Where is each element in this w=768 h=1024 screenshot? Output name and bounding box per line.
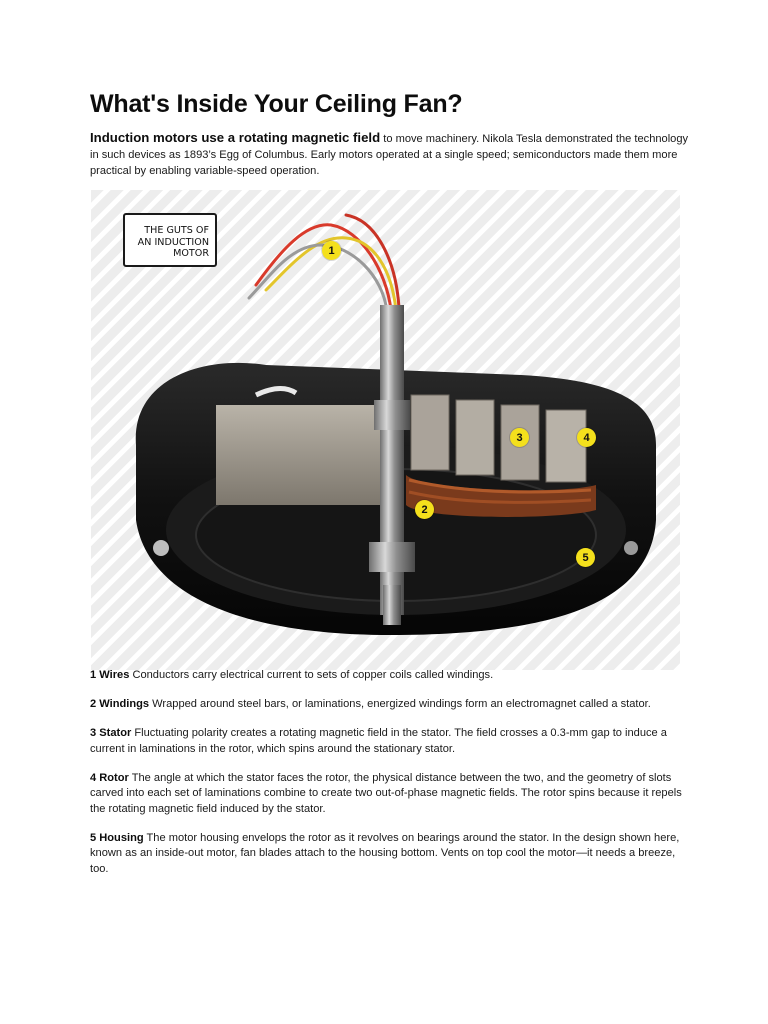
item-heading: 2 Windings bbox=[90, 698, 150, 710]
caption-line: THE GUTS OF bbox=[144, 225, 209, 236]
list-item bbox=[90, 771, 690, 818]
list-item bbox=[90, 831, 690, 878]
wires-illustration bbox=[249, 215, 399, 312]
item-heading: 4 Rotor bbox=[90, 771, 129, 784]
intro-paragraph bbox=[90, 130, 690, 179]
item-text: Fluctuating polarity creates a rotating magnetic field in the stator. The field crosses a 0.3-mm gap to induce a current in laminations in the rotor, which spins around the stationary stator. bbox=[90, 727, 667, 755]
item-heading: 3 Stator bbox=[90, 727, 132, 739]
item-text: Conductors carry electrical current to sets of copper coils called windings. bbox=[129, 669, 494, 681]
item-text: The motor housing envelops the rotor as it revolves on bearings around the stator. In the design shown here, known as an inside-out motor, fan blades attach to the housing bottom. Vents on top cool the motor—it needs a breeze, too. bbox=[90, 831, 680, 875]
parts-list bbox=[90, 668, 690, 891]
figure-caption-box bbox=[123, 213, 217, 267]
caption-line: MOTOR bbox=[173, 248, 209, 259]
list-item bbox=[90, 697, 690, 713]
stator-illustration bbox=[406, 395, 596, 517]
list-item bbox=[90, 668, 690, 684]
rotor-laminations bbox=[216, 405, 386, 505]
callout-5: 5 bbox=[576, 548, 595, 567]
callout-1: 1 bbox=[322, 241, 341, 260]
callout-3: 3 bbox=[510, 428, 529, 447]
item-heading: 1 Wires bbox=[90, 669, 130, 681]
item-text: The angle at which the stator faces the rotor, the physical distance between the two, and the geometry of slots carved into each set of laminations combine to create two out-of-phase magnetic fields. The rotor spins because it repels the rotating magnetic field induced by the stator. bbox=[90, 771, 682, 815]
intro-lead: Induction motors use a rotating magnetic field bbox=[90, 130, 381, 145]
page-title: What's Inside Your Ceiling Fan? bbox=[90, 90, 463, 118]
motor-figure bbox=[91, 190, 680, 670]
item-text: Wrapped around steel bars, or laminations, energized windings form an electromagnet called a stator. bbox=[149, 698, 651, 710]
callout-4: 4 bbox=[577, 428, 596, 447]
caption-line: AN INDUCTION bbox=[137, 236, 209, 248]
list-item bbox=[90, 726, 690, 757]
intro-body: to move machinery. Nikola Tesla demonstrated the technology in such devices as 1893’s Egg of Columbus. Early motors operated at a single speed; semiconductors made them more practical by enabling variable-speed operation. bbox=[90, 133, 689, 177]
callout-2: 2 bbox=[415, 500, 434, 519]
item-heading: 5 Housing bbox=[90, 831, 144, 844]
